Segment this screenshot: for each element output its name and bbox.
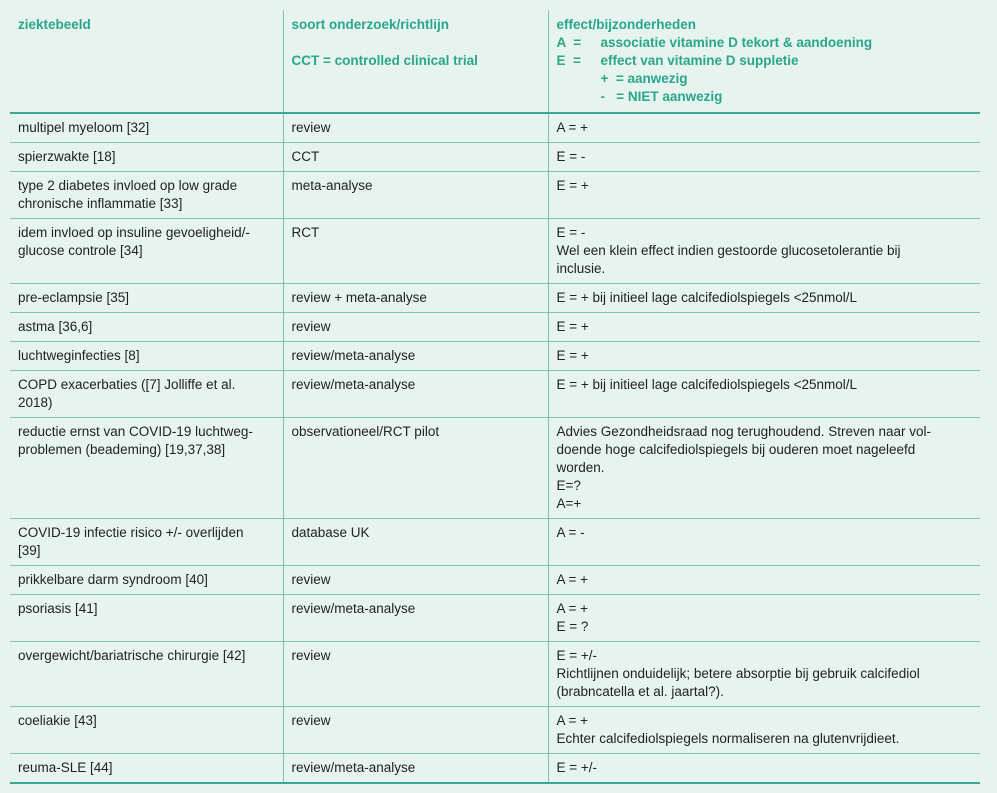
cell-study-line: review [291,319,331,334]
cell-effect [548,519,980,566]
cell-study-line: RCT [291,225,320,240]
cell-study [283,566,548,595]
cell-disease [10,595,283,642]
cell-effect-line: E = + [556,348,589,363]
table-row [10,313,980,342]
header-row [10,10,980,113]
cell-effect-line: E=? [556,478,581,493]
cell-disease [10,143,283,172]
cell-effect [548,313,980,342]
cell-effect-line: E = + bij initieel lage calcifediolspiegels <25nmol/L [556,377,858,392]
cell-disease [10,113,283,143]
cell-study-line: meta-analyse [291,178,373,193]
cell-disease-line: [39] [18,543,41,558]
cell-effect [548,754,980,784]
cell-effect [548,595,980,642]
cell-effect-line: E = +/- [556,760,598,775]
table-body [10,113,980,783]
cell-disease-line: type 2 diabetes invloed op low grade [18,178,238,193]
legend-e [557,52,973,70]
table-row [10,566,980,595]
cell-study [283,113,548,143]
cell-effect [548,418,980,519]
table-row [10,342,980,371]
cell-disease-line: 2018) [18,395,53,410]
table-row [10,707,980,754]
cell-disease-line: astma [36,6] [18,319,93,334]
cell-disease [10,566,283,595]
cell-study [283,219,548,284]
table-row [10,143,980,172]
cell-effect [548,284,980,313]
cell-disease-line: coeliakie [43] [18,713,97,728]
cell-effect [548,566,980,595]
vitamin-d-table-container [10,10,980,784]
cell-study [283,519,548,566]
cell-effect-line: E = + bij initieel lage calcifediolspiegels <25nmol/L [556,290,858,305]
cell-effect [548,172,980,219]
cell-effect-line: inclusie. [556,261,606,276]
cell-effect-line: E = - [556,149,586,164]
cell-effect-line: A = + [556,713,589,728]
cell-disease-line: COPD exacerbaties ([7] Jolliffe et al. [18,377,236,392]
cell-effect-line: Richtlijnen onduidelijk; betere absorptie bij gebruik calcifediol [556,666,920,681]
cell-disease-line: chronische inflammatie [33] [18,196,183,211]
cell-effect-line: (brabncatella et al. jaartal?). [556,684,724,699]
cell-study [283,342,548,371]
cell-study [283,418,548,519]
cell-disease [10,642,283,707]
cell-effect-line: A=+ [556,496,582,511]
header-study [283,10,548,113]
cell-disease-line: multipel myeloom [32] [18,120,150,135]
cell-study [283,642,548,707]
table-row [10,219,980,284]
cell-study-line: review/meta-analyse [291,377,416,392]
header-effect-label: effect/bijzonderheden [556,17,697,32]
cell-study [283,143,548,172]
cell-effect-line: E = +/- [556,648,598,663]
cell-study-line: review/meta-analyse [291,760,416,775]
cell-study-line: review [291,713,331,728]
cell-effect-line: E = + [556,178,589,193]
cell-disease [10,418,283,519]
cell-disease [10,172,283,219]
cell-study-line: database UK [291,525,370,540]
table-header [10,10,980,113]
cell-study [283,313,548,342]
table-row [10,418,980,519]
cell-effect-line: A = - [556,525,585,540]
legend-minus: - = NIET aanwezig [600,89,723,104]
cell-disease [10,342,283,371]
cell-study [283,284,548,313]
cell-effect-line: E = - [556,225,586,240]
cell-study-line: review/meta-analyse [291,601,416,616]
table-row [10,519,980,566]
cell-disease [10,284,283,313]
cell-disease-line: psoriasis [41] [18,601,98,616]
cell-effect-line: A = + [556,572,589,587]
cell-effect-line: E = + [556,319,589,334]
cell-disease-line: idem invloed op insuline gevoeligheid/- [18,225,250,240]
table-row [10,371,980,418]
cell-study-line: observationeel/RCT pilot [291,424,440,439]
cell-effect-line: A = + [556,120,589,135]
cell-study-line: review [291,120,331,135]
legend-a-key: A = [556,35,582,50]
legend-plus: + = aanwezig [600,71,688,86]
cell-disease-line: spierzwakte [18] [18,149,116,164]
table-row [10,113,980,143]
cell-study [283,707,548,754]
cell-effect [548,342,980,371]
cell-effect [548,219,980,284]
cell-disease-line: reductie ernst van COVID-19 luchtweg- [18,424,253,439]
table-row [10,284,980,313]
cell-effect [548,707,980,754]
table-row [10,172,980,219]
legend-a-text: associatie vitamine D tekort & aandoening [600,35,873,50]
header-disease-label: ziektebeeld [18,17,91,32]
header-effect [548,10,980,113]
cell-study-line: review/meta-analyse [291,348,416,363]
legend-e-key: E = [556,53,581,68]
legend-a [557,34,973,52]
cell-effect-line: Advies Gezondheidsraad nog terughoudend. Streven naar vol- [556,424,931,439]
cell-effect-line: A = + [556,601,589,616]
cell-study [283,371,548,418]
cell-disease [10,707,283,754]
cell-disease [10,219,283,284]
cell-disease-line: overgewicht/bariatrische chirurgie [42] [18,648,246,663]
table-row [10,595,980,642]
cell-disease-line: glucose controle [34] [18,243,143,258]
header-disease [10,10,283,113]
cell-disease [10,313,283,342]
cell-effect-line: E = ? [556,619,589,634]
cell-disease-line: problemen (beademing) [19,37,38] [18,442,226,457]
cell-study-line: CCT [291,149,320,164]
cell-effect-line: worden. [556,460,605,475]
vitamin-d-table [10,10,980,784]
cell-effect [548,371,980,418]
cell-study-line: review + meta-analyse [291,290,427,305]
cell-study [283,172,548,219]
cell-study [283,754,548,784]
cell-disease [10,519,283,566]
cell-effect [548,143,980,172]
cell-effect [548,642,980,707]
cell-effect-line: Echter calcifediolspiegels normaliseren na glutenvrijdieet. [556,731,900,746]
cell-study [283,595,548,642]
cell-effect-line: Wel een klein effect indien gestoorde glucosetolerantie bij [556,243,901,258]
cell-disease-line: reuma-SLE [44] [18,760,113,775]
cell-disease-line: luchtweginfecties [8] [18,348,140,363]
cell-study-line: review [291,648,331,663]
cell-effect-line: doende hoge calcifediolspiegels bij ouderen moet nageleefd [556,442,916,457]
header-cct-definition: CCT = controlled clinical trial [291,53,478,68]
cell-disease-line: prikkelbare darm syndroom [40] [18,572,208,587]
table-row [10,754,980,784]
cell-effect [548,113,980,143]
cell-disease-line: COVID-19 infectie risico +/- overlijden [18,525,244,540]
table-row [10,642,980,707]
header-study-label: soort onderzoek/richtlijn [291,17,450,32]
cell-disease-line: pre-eclampsie [35] [18,290,130,305]
legend-e-text: effect van vitamine D suppletie [600,53,799,68]
cell-disease [10,371,283,418]
cell-disease [10,754,283,784]
cell-study-line: review [291,572,331,587]
